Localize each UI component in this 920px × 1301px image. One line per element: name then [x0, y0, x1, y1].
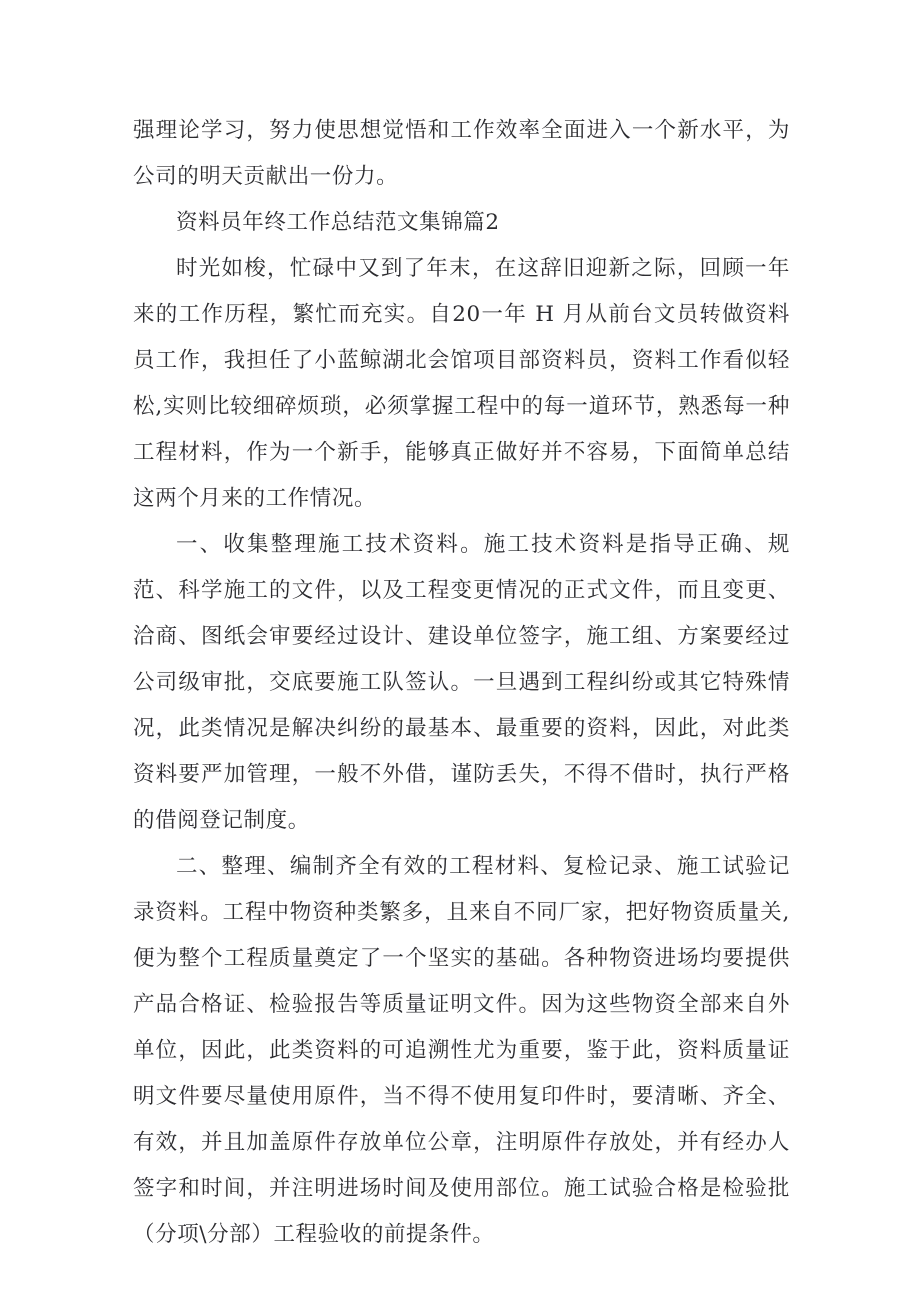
paragraph-section-two: 二、整理、编制齐全有效的工程材料、复检记录、施工试验记录资料。工程中物资种类繁多，且来自不同厂家，把好物资质量关,便为整个工程质量奠定了一个坚实的基础。各种物资进场均要提供产品合格证、检验报告等质量证明文件。因为这些物资全部来自外单位，因此，此类资料的可追溯性尤为重要，鉴于此，资料质量证明文件要尽量使用原件，当不得不使用复印件时，要清晰、齐全、有效，并且加盖原件存放单位公章，注明原件存放处，并有经办人签字和时间，并注明进场时间及使用部位。施工试验合格是检验批（分项\分部）工程验收的前提条件。	[133, 854, 790, 1247]
document-text-body	[133, 108, 790, 1258]
section-heading: 资料员年终工作总结范文集锦篇2	[176, 210, 500, 235]
paragraph-section-one: 一、收集整理施工技术资料。施工技术资料是指导正确、规范、科学施工的文件，以及工程变更情况的正式文件，而且变更、洽商、图纸会审要经过设计、建设单位签字，施工组、方案要经过公司级审批，交底要施工队签认。一旦遇到工程纠纷或其它特殊情况，此类情况是解决纠纷的最基本、最重要的资料，因此，对此类资料要严加管理，一般不外借，谨防丢失，不得不借时，执行严格的借阅登记制度。	[133, 532, 790, 833]
paragraph-continuation: 强理论学习，努力使思想觉悟和工作效率全面进入一个新水平，为公司的明天贡献出一份力。	[133, 118, 790, 189]
paragraph-opening: 时光如梭，忙碌中又到了年末，在这辞旧迎新之际，回顾一年来的工作历程，繁忙而充实。自20一年 H 月从前台文员转做资料员工作，我担任了小蓝鲸湖北会馆项目部资料员，资料工作看似轻松,实则比较细碎烦琐，必须掌握工程中的每一道环节，熟悉每一种工程材料，作为一个新手，能够真正做好并不容易，下面简单总结这两个月来的工作情况。	[133, 256, 790, 511]
